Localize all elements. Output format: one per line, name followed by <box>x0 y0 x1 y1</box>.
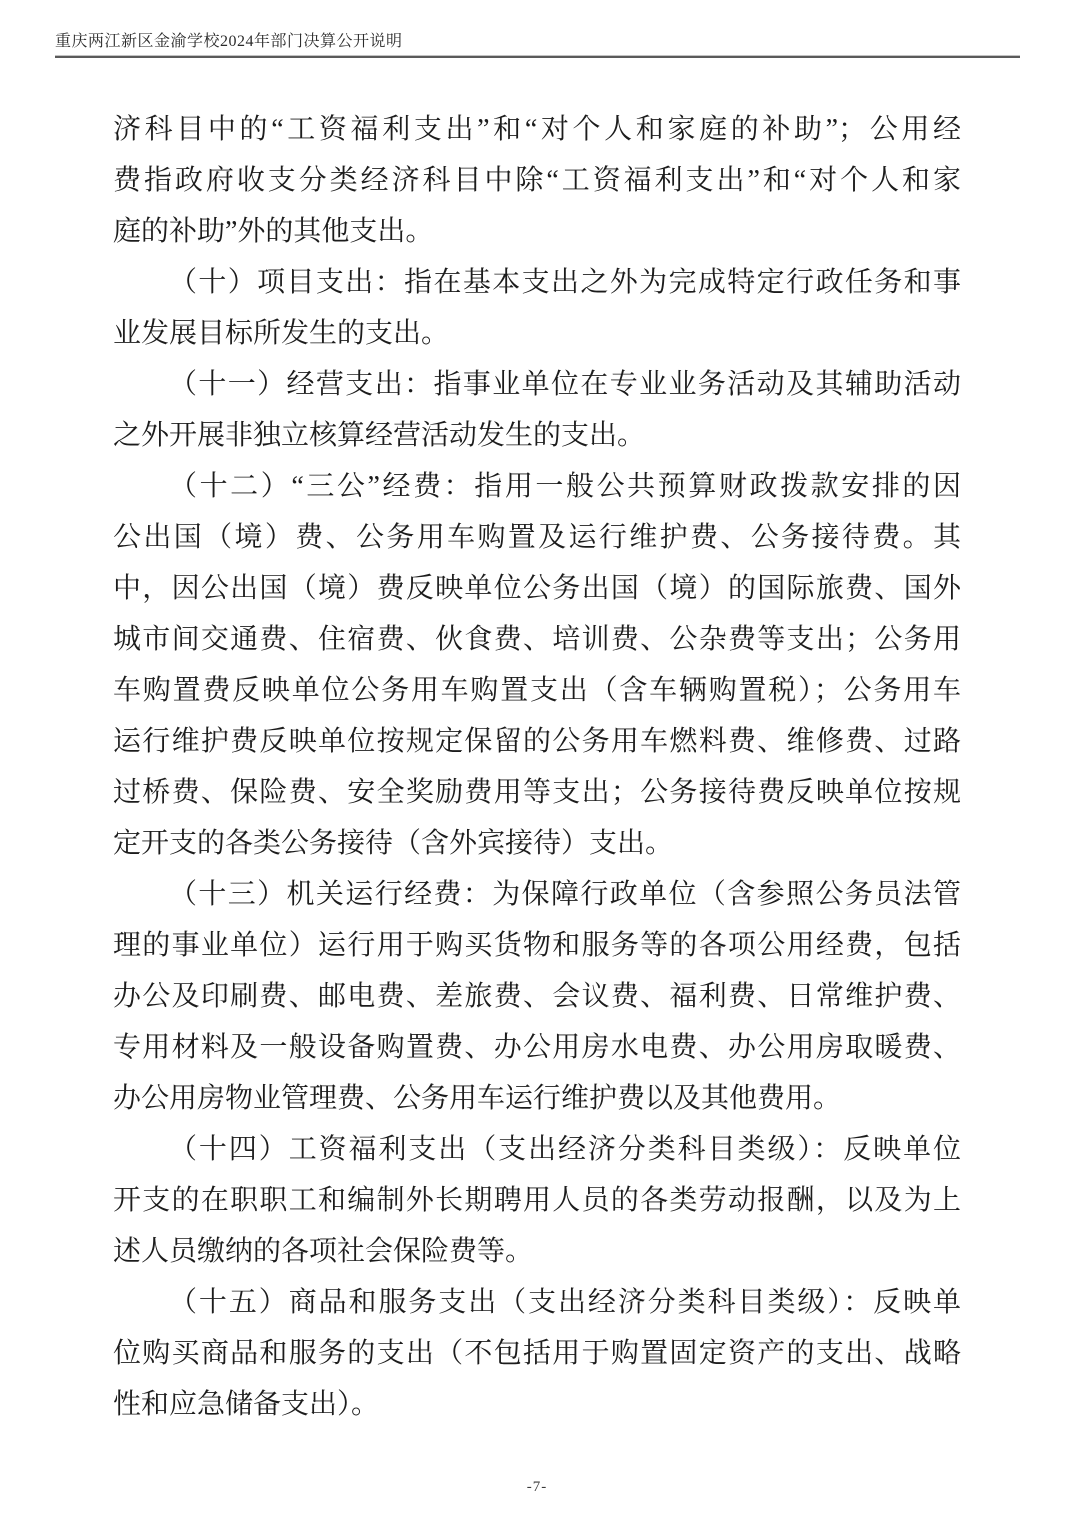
paragraph <box>113 359 961 461</box>
text-line: 公出国（境）费、公务用车购置及运行维护费、公务接待费。其 <box>113 522 961 553</box>
text-line: （十三）机关运行经费：为保障行政单位（含参照公务员法管 <box>169 879 961 910</box>
paragraph <box>113 869 961 1124</box>
paragraph <box>113 1277 961 1430</box>
text-line: （十五）商品和服务支出（支出经济分类科目类级）：反映单 <box>169 1287 961 1318</box>
text-line: （十四）工资福利支出（支出经济分类科目类级）：反映单位 <box>169 1134 961 1165</box>
page-number: -7- <box>526 1479 548 1495</box>
text-line: 过桥费、保险费、安全奖励费用等支出；公务接待费反映单位按规 <box>113 777 961 808</box>
text-line: 中，因公出国（境）费反映单位公务出国（境）的国际旅费、国外 <box>113 573 961 604</box>
text-line: 定开支的各类公务接待（含外宾接待）支出。 <box>113 828 674 859</box>
text-line: 理的事业单位）运行用于购买货物和服务等的各项公用经费，包括 <box>113 930 961 961</box>
text-line: 位购买商品和服务的支出（不包括用于购置固定资产的支出、战略 <box>113 1338 961 1369</box>
paragraph <box>113 104 961 257</box>
paragraph <box>113 1124 961 1277</box>
text-line: 费指政府收支分类经济科目中除“工资福利支出”和“对个人和家 <box>113 165 961 196</box>
text-line: （十一）经营支出：指事业单位在专业业务活动及其辅助活动 <box>169 369 961 400</box>
text-line: 开支的在职职工和编制外长期聘用人员的各类劳动报酬，以及为上 <box>113 1185 961 1216</box>
document-body <box>113 104 961 1430</box>
text-line: 庭的补助”外的其他支出。 <box>113 216 434 247</box>
text-line: 济科目中的“工资福利支出”和“对个人和家庭的补助”；公用经 <box>113 114 961 145</box>
paragraph <box>113 461 961 869</box>
text-line: 之外开展非独立核算经营活动发生的支出。 <box>113 420 646 451</box>
header-title: 重庆两江新区金渝学校2024年部门决算公开说明 <box>55 33 403 50</box>
text-line: 性和应急储备支出）。 <box>113 1389 380 1420</box>
paragraph <box>113 257 961 359</box>
text-line: 城市间交通费、住宿费、伙食费、培训费、公杂费等支出；公务用 <box>113 624 961 655</box>
text-line: （十二）“三公”经费：指用一般公共预算财政拨款安排的因 <box>169 471 961 502</box>
text-line: 办公用房物业管理费、公务用车运行维护费以及其他费用。 <box>113 1083 842 1114</box>
text-line: （十）项目支出：指在基本支出之外为完成特定行政任务和事 <box>169 267 961 298</box>
page-header <box>55 32 1020 58</box>
text-line: 车购置费反映单位公务用车购置支出（含车辆购置税）；公务用车 <box>113 675 961 706</box>
header-rule <box>55 55 1020 58</box>
text-line: 述人员缴纳的各项社会保险费等。 <box>113 1236 534 1267</box>
text-line: 运行维护费反映单位按规定保留的公务用车燃料费、维修费、过路 <box>113 726 961 757</box>
text-line: 办公及印刷费、邮电费、差旅费、会议费、福利费、日常维护费、 <box>113 981 961 1012</box>
page-footer <box>0 1478 1074 1496</box>
text-line: 专用材料及一般设备购置费、办公用房水电费、办公用房取暖费、 <box>113 1032 961 1063</box>
text-line: 业发展目标所发生的支出。 <box>113 318 450 349</box>
